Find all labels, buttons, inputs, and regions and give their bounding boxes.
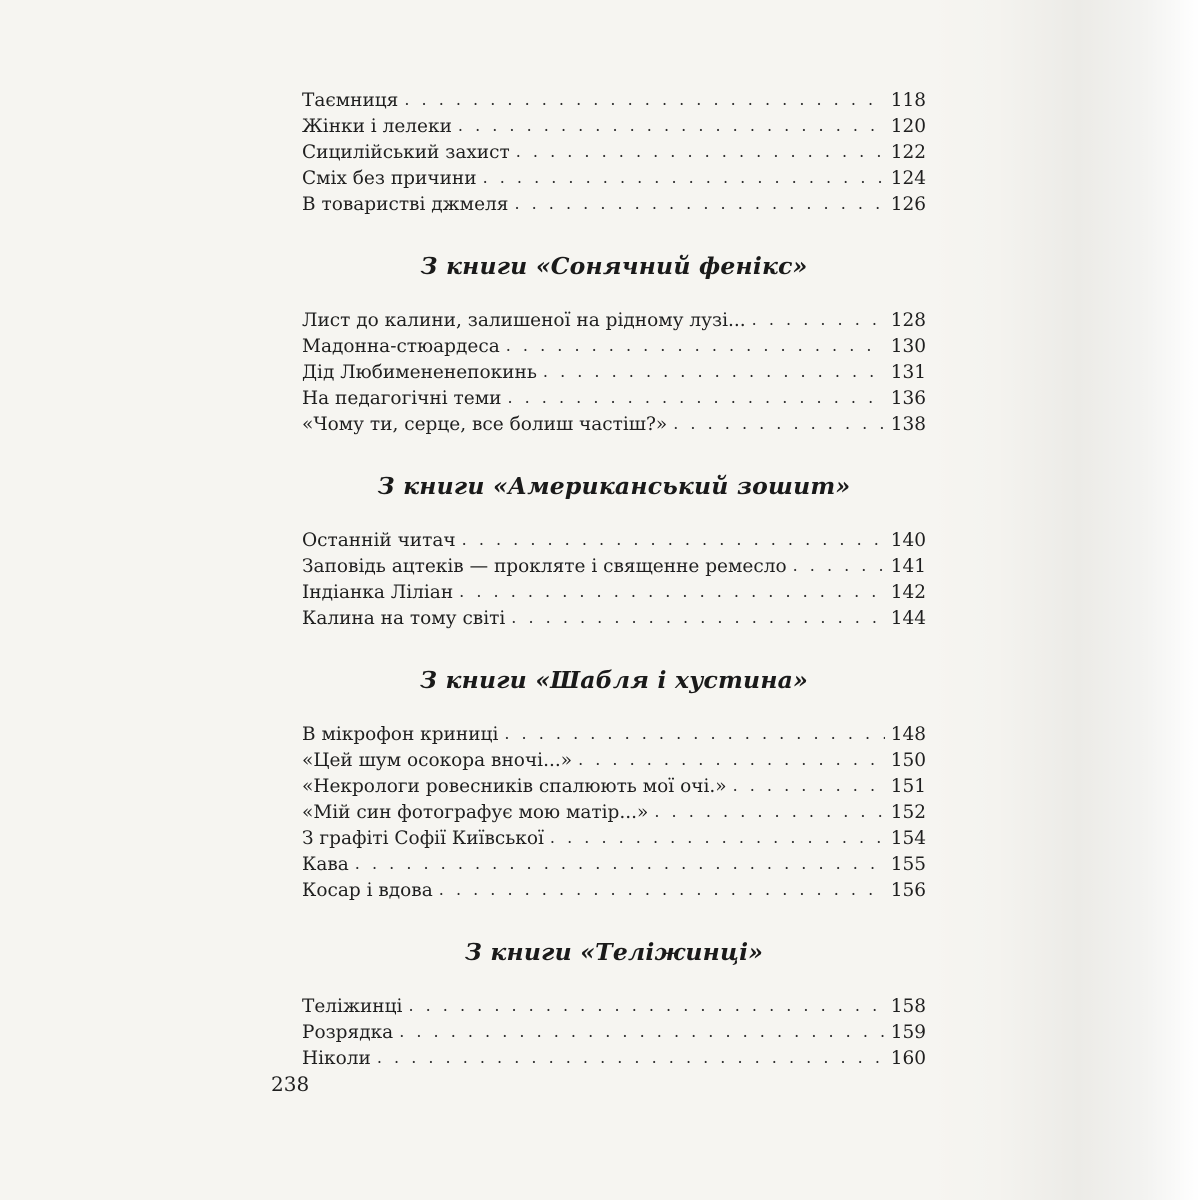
toc-entry — [302, 580, 926, 606]
toc-entry-page: 122 — [890, 142, 926, 163]
dot-leader — [408, 993, 884, 1019]
toc-entry — [302, 360, 926, 386]
dot-leader — [514, 191, 884, 217]
toc-entry — [302, 826, 926, 852]
dot-leader — [399, 1019, 885, 1045]
toc-entry — [302, 722, 926, 748]
section-heading: З книги «Американський зошит» — [377, 472, 851, 500]
toc-entry-title: Кава — [302, 854, 349, 875]
toc-entry-title: Останній читач — [302, 530, 456, 551]
dot-leader — [793, 553, 885, 579]
toc-entry-page: 130 — [890, 336, 926, 357]
dot-leader — [439, 877, 885, 903]
toc-entries — [302, 528, 926, 632]
toc-entries — [302, 308, 926, 438]
toc-entry-title: «Некрологи ровесників спалюють мої очі.» — [302, 776, 727, 797]
dot-leader — [673, 411, 884, 437]
toc-section-amerykanskyi-zoshyt — [302, 471, 926, 632]
toc-entry — [302, 192, 926, 218]
toc-entry — [302, 606, 926, 632]
section-heading: З книги «Шабля і хустина» — [420, 666, 808, 694]
dot-leader — [752, 307, 885, 333]
toc-entry — [302, 334, 926, 360]
toc-entry — [302, 386, 926, 412]
toc-entry-page: 155 — [890, 854, 926, 875]
toc-entry-title: Лист до калини, залишеної на рідному лузі... — [302, 310, 746, 331]
toc-section-continuation — [302, 88, 926, 218]
toc-entry-page: 151 — [890, 776, 926, 797]
toc-entry-page: 156 — [890, 880, 926, 901]
toc-entry-page: 158 — [890, 996, 926, 1017]
toc-entry-title: З графіті Софії Київської — [302, 828, 544, 849]
toc-entry — [302, 140, 926, 166]
table-of-contents — [302, 88, 926, 1072]
toc-entry — [302, 114, 926, 140]
section-heading: З книги «Сонячний фенікс» — [420, 252, 808, 280]
toc-entry-title: Косар і вдова — [302, 880, 433, 901]
toc-entry-title: В товаристві джмеля — [302, 194, 509, 215]
toc-entry-page: 128 — [890, 310, 926, 331]
dot-leader — [483, 165, 885, 191]
toc-entry-page: 120 — [890, 116, 926, 137]
toc-entry — [302, 528, 926, 554]
toc-entry — [302, 774, 926, 800]
dot-leader — [377, 1045, 885, 1071]
toc-entries — [302, 88, 926, 218]
toc-entry-title: Мадонна-стюардеса — [302, 336, 500, 357]
toc-entry-page: 154 — [890, 828, 926, 849]
toc-entry-page: 118 — [890, 90, 926, 111]
toc-entry-title: Ніколи — [302, 1048, 371, 1069]
toc-entry — [302, 1020, 926, 1046]
toc-entry-page: 152 — [890, 802, 926, 823]
toc-entry — [302, 412, 926, 438]
dot-leader — [506, 333, 885, 359]
dot-leader — [511, 605, 884, 631]
toc-entry-title: Теліжинці — [302, 996, 403, 1017]
toc-entry — [302, 852, 926, 878]
toc-entry-title: Жінки і лелеки — [302, 116, 452, 137]
dot-leader — [458, 113, 885, 139]
dot-leader — [504, 721, 884, 747]
toc-entries — [302, 722, 926, 904]
toc-entry-page: 148 — [890, 724, 926, 745]
toc-entry-page: 142 — [890, 582, 926, 603]
toc-entry-page: 150 — [890, 750, 926, 771]
toc-entry-title: Заповідь ацтеків — прокляте і священне ремесло — [302, 556, 787, 577]
toc-entry — [302, 994, 926, 1020]
toc-entry-title: Індіанка Ліліан — [302, 582, 454, 603]
toc-entry-title: Таємниця — [302, 90, 399, 111]
toc-entry — [302, 1046, 926, 1072]
dot-leader — [550, 825, 885, 851]
toc-entry — [302, 88, 926, 114]
toc-entry — [302, 878, 926, 904]
toc-entry — [302, 308, 926, 334]
page-number: 238 — [271, 1072, 310, 1096]
toc-entry-page: 159 — [890, 1022, 926, 1043]
toc-entry-title: На педагогічні теми — [302, 388, 502, 409]
toc-entry — [302, 166, 926, 192]
section-heading: З книги «Теліжинці» — [464, 938, 764, 966]
toc-entry-page: 131 — [890, 362, 926, 383]
toc-entry-title: Калина на тому світі — [302, 608, 506, 629]
dot-leader — [507, 385, 884, 411]
dot-leader — [543, 359, 885, 385]
dot-leader — [355, 851, 885, 877]
dot-leader — [733, 773, 885, 799]
dot-leader — [578, 747, 885, 773]
toc-entry — [302, 554, 926, 580]
toc-entries — [302, 994, 926, 1072]
toc-entry-title: Сміх без причини — [302, 168, 477, 189]
toc-entry-page: 138 — [890, 414, 926, 435]
page-gutter-shadow — [930, 0, 1200, 1200]
toc-section-shablia-i-khustyna — [302, 665, 926, 904]
toc-entry-page: 136 — [890, 388, 926, 409]
toc-entry — [302, 800, 926, 826]
toc-entry-title: Сицилійський захист — [302, 142, 510, 163]
toc-entry-title: Розрядка — [302, 1022, 394, 1043]
toc-entry-page: 140 — [890, 530, 926, 551]
toc-entry-title: «Цей шум осокора вночі...» — [302, 750, 573, 771]
dot-leader — [516, 139, 885, 165]
toc-entry-page: 160 — [890, 1048, 926, 1069]
toc-entry-page: 124 — [890, 168, 926, 189]
toc-entry-page: 126 — [890, 194, 926, 215]
toc-entry-title: В мікрофон криниці — [302, 724, 499, 745]
toc-entry-page: 141 — [890, 556, 926, 577]
dot-leader — [654, 799, 884, 825]
dot-leader — [404, 87, 884, 113]
toc-entry — [302, 748, 926, 774]
toc-entry-title: Дід Любимененепокинь — [302, 362, 537, 383]
dot-leader — [462, 527, 885, 553]
toc-section-telizhyntsi — [302, 937, 926, 1072]
toc-entry-title: «Чому ти, серце, все болиш частіш?» — [302, 414, 668, 435]
toc-entry-page: 144 — [890, 608, 926, 629]
dot-leader — [459, 579, 885, 605]
toc-section-sonyachnyi-feniks — [302, 251, 926, 438]
toc-entry-title: «Мій син фотографує мою матір...» — [302, 802, 649, 823]
